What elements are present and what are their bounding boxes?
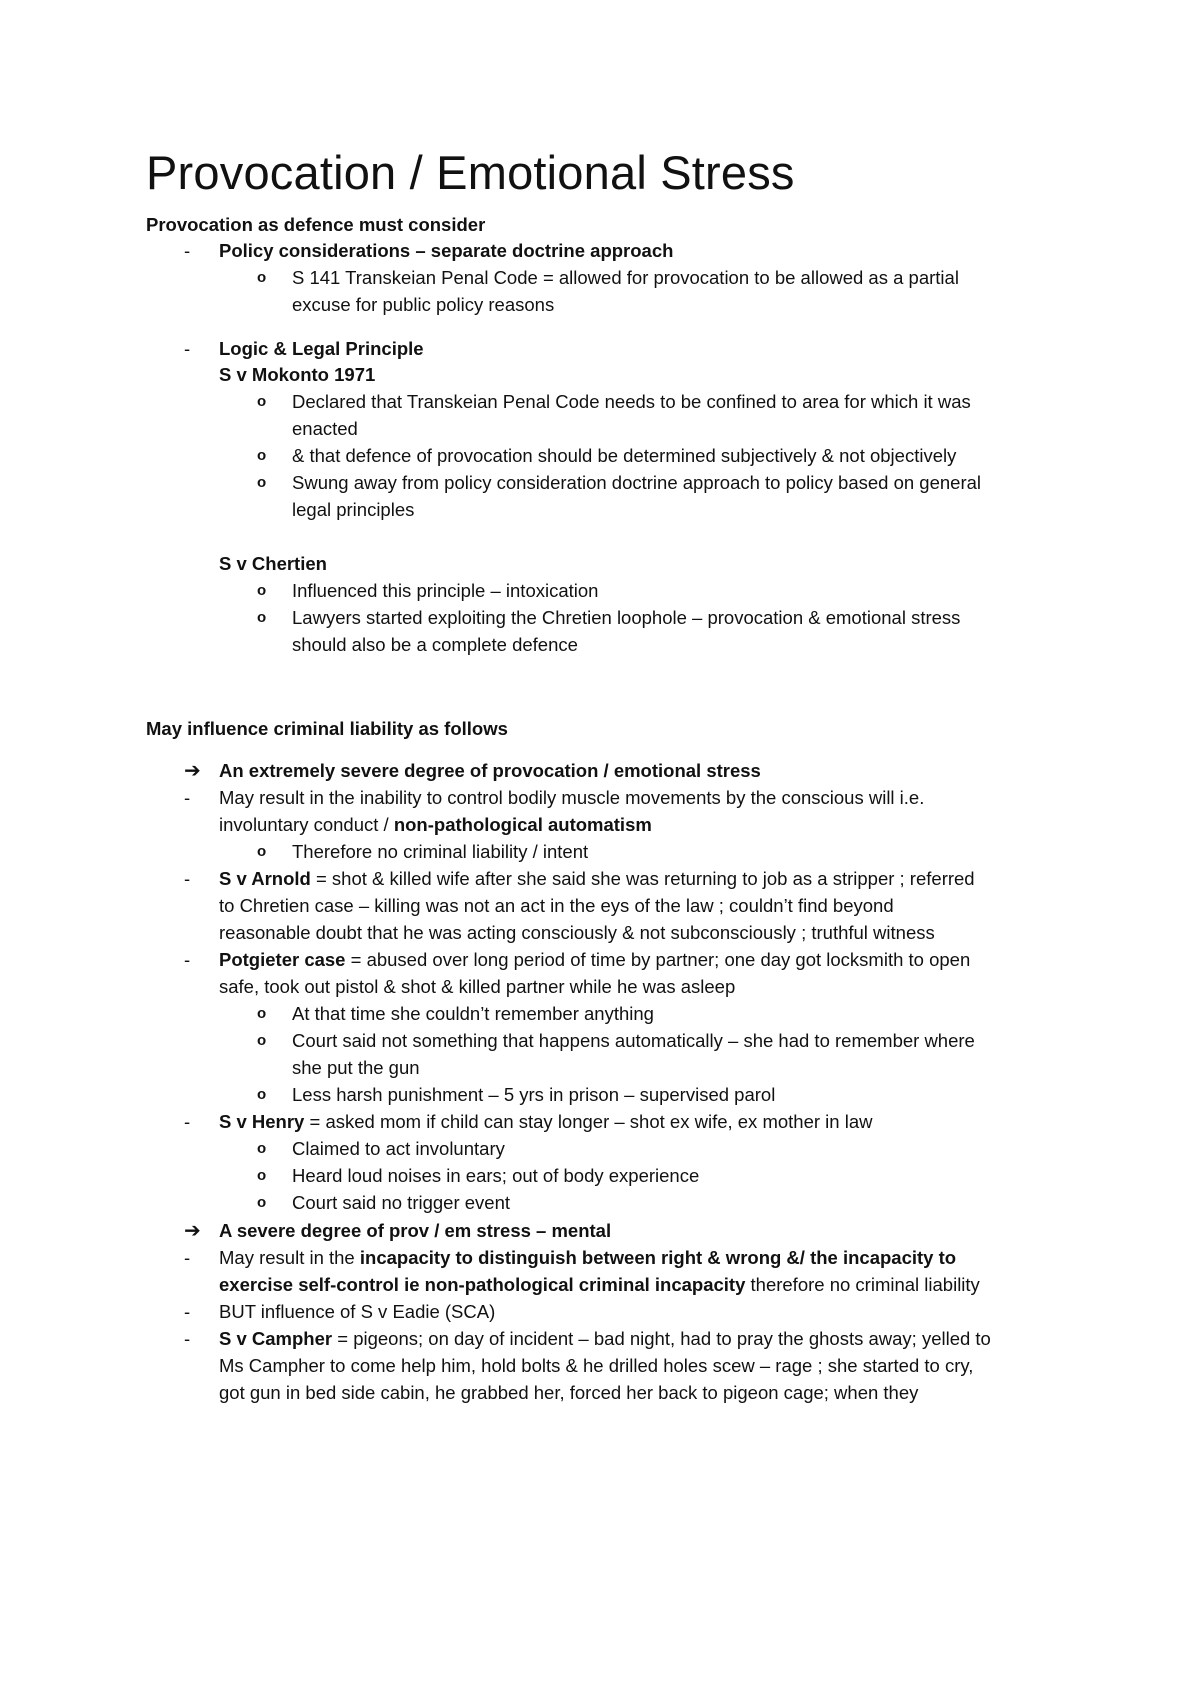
text-line: [146, 212, 485, 238]
dash-bullet-icon: -: [184, 1247, 191, 1268]
text-run: S 141 Transkeian Penal Code = allowed for provocation to be allowed as a partial: [292, 267, 959, 288]
text-run: Therefore no criminal liability / intent: [292, 841, 589, 862]
text-line: [292, 389, 971, 415]
text-line: [219, 1218, 611, 1244]
text-run: safe, took out pistol & shot & killed partner while he was asleep: [219, 976, 736, 997]
text-line: [219, 551, 327, 577]
text-run: Less harsh punishment – 5 yrs in prison – supervised parol: [292, 1084, 776, 1105]
dash-bullet-icon: -: [184, 1301, 191, 1322]
text-run: reasonable doubt that he was acting consciously & not subconsciously ; truthful witness: [219, 922, 935, 943]
text-line: [292, 497, 414, 523]
text-line: [219, 1272, 980, 1298]
text-line: [219, 974, 735, 1000]
text-line: [292, 292, 554, 318]
text-run: = asked mom if child can stay longer – shot ex wife, ex mother in law: [304, 1111, 873, 1132]
text-run: excuse for public policy reasons: [292, 294, 555, 315]
bold-text-run: exercise self-control ie non-pathological criminal incapacity: [219, 1274, 746, 1295]
dash-bullet-icon: -: [184, 240, 191, 261]
text-run: Swung away from policy consideration doctrine approach to policy based on general: [292, 472, 982, 493]
text-run: involuntary conduct /: [219, 814, 394, 835]
text-line: [219, 1299, 495, 1325]
dash-bullet-icon: -: [184, 1328, 191, 1349]
text-run: May result in the inability to control bodily muscle movements by the conscious will i.e.: [219, 787, 925, 808]
dash-bullet-icon: -: [184, 787, 191, 808]
text-run: Ms Campher to come help him, hold bolts & he drilled holes scew – rage ; she started to cry,: [219, 1355, 974, 1376]
text-line: [219, 920, 935, 946]
text-line: [292, 632, 578, 658]
circle-bullet-icon: o: [257, 269, 267, 286]
dash-bullet-icon: -: [184, 1111, 191, 1132]
text-line: [219, 336, 424, 362]
circle-bullet-icon: o: [257, 1032, 267, 1049]
circle-bullet-icon: o: [257, 474, 267, 491]
bold-text-run: Potgieter case: [219, 949, 346, 970]
arrow-bullet-icon: ➔: [184, 760, 201, 782]
text-line: [219, 785, 924, 811]
text-line: [219, 758, 761, 784]
circle-bullet-icon: o: [257, 843, 267, 860]
text-run: therefore no criminal liability: [745, 1274, 980, 1295]
bold-text-run: S v Campher: [219, 1328, 333, 1349]
text-run: she put the gun: [292, 1057, 420, 1078]
text-line: [219, 1380, 918, 1406]
circle-bullet-icon: o: [257, 1194, 267, 1211]
bold-text-run: An extremely severe degree of provocation / emotional stress: [219, 760, 761, 781]
text-line: [219, 1109, 872, 1135]
text-line: [219, 812, 652, 838]
text-line: [292, 605, 960, 631]
text-line: [292, 1190, 510, 1216]
text-line: [219, 1245, 956, 1271]
bold-text-run: S v Arnold: [219, 868, 311, 889]
text-run: At that time she couldn’t remember anything: [292, 1003, 654, 1024]
bold-text-run: Provocation as defence must consider: [146, 214, 486, 235]
text-line: [292, 470, 981, 496]
text-run: Influenced this principle – intoxication: [292, 580, 599, 601]
circle-bullet-icon: o: [257, 447, 267, 464]
text-line: [292, 1082, 775, 1108]
text-line: [219, 362, 375, 388]
text-run: Heard loud noises in ears; out of body experience: [292, 1165, 700, 1186]
page-title: Provocation / Emotional Stress: [146, 146, 795, 199]
bold-text-run: non-pathological automatism: [393, 814, 652, 835]
bold-text-run: S v Henry: [219, 1111, 305, 1132]
text-line: [292, 265, 959, 291]
text-run: BUT influence of S v Eadie (SCA): [219, 1301, 496, 1322]
bold-text-run: S v Chertien: [219, 553, 327, 574]
text-line: [146, 716, 508, 742]
text-line: [292, 578, 598, 604]
text-run: Court said not something that happens automatically – she had to remember where: [292, 1030, 975, 1051]
circle-bullet-icon: o: [257, 1167, 267, 1184]
circle-bullet-icon: o: [257, 1140, 267, 1157]
text-line: [292, 1028, 975, 1054]
bold-text-run: Policy considerations – separate doctrine approach: [219, 240, 674, 261]
text-line: [219, 866, 975, 892]
text-run: = abused over long period of time by partner; one day got locksmith to open: [345, 949, 971, 970]
bold-text-run: A severe degree of prov / em stress – mental: [219, 1220, 612, 1241]
text-line: [219, 1326, 991, 1352]
text-run: & that defence of provocation should be determined subjectively & not objectively: [292, 445, 957, 466]
text-line: [292, 1055, 420, 1081]
dash-bullet-icon: -: [184, 949, 191, 970]
bold-text-run: incapacity to distinguish between right & wrong &/ the incapacity to: [359, 1247, 957, 1268]
text-line: [219, 1353, 973, 1379]
text-line: [292, 839, 588, 865]
circle-bullet-icon: o: [257, 393, 267, 410]
text-run: = shot & killed wife after she said she was returning to job as a stripper ; referred: [310, 868, 975, 889]
text-run: should also be a complete defence: [292, 634, 578, 655]
circle-bullet-icon: o: [257, 1086, 267, 1103]
text-run: to Chretien case – killing was not an act in the eys of the law ; couldn’t find beyond: [219, 895, 894, 916]
text-line: [292, 443, 956, 469]
text-run: = pigeons; on day of incident – bad night, had to pray the ghosts away; yelled to: [332, 1328, 991, 1349]
text-line: [292, 1163, 699, 1189]
dash-bullet-icon: -: [184, 868, 191, 889]
text-line: [292, 1001, 654, 1027]
text-run: got gun in bed side cabin, he grabbed her, forced her back to pigeon cage; when they: [219, 1382, 919, 1403]
text-run: enacted: [292, 418, 358, 439]
text-run: Court said no trigger event: [292, 1192, 511, 1213]
bold-text-run: S v Mokonto 1971: [219, 364, 376, 385]
text-line: [219, 893, 894, 919]
text-run: Lawyers started exploiting the Chretien loophole – provocation & emotional stress: [292, 607, 961, 628]
text-line: [292, 416, 358, 442]
text-line: [219, 947, 970, 973]
text-run: May result in the: [219, 1247, 360, 1268]
bold-text-run: May influence criminal liability as follows: [146, 718, 508, 739]
text-run: Declared that Transkeian Penal Code needs to be confined to area for which it was: [292, 391, 971, 412]
bold-text-run: Logic & Legal Principle: [219, 338, 424, 359]
arrow-bullet-icon: ➔: [184, 1220, 201, 1242]
text-run: legal principles: [292, 499, 415, 520]
dash-bullet-icon: -: [184, 338, 191, 359]
circle-bullet-icon: o: [257, 609, 267, 626]
text-run: Claimed to act involuntary: [292, 1138, 505, 1159]
text-line: [219, 238, 673, 264]
circle-bullet-icon: o: [257, 582, 267, 599]
circle-bullet-icon: o: [257, 1005, 267, 1022]
text-line: [292, 1136, 505, 1162]
